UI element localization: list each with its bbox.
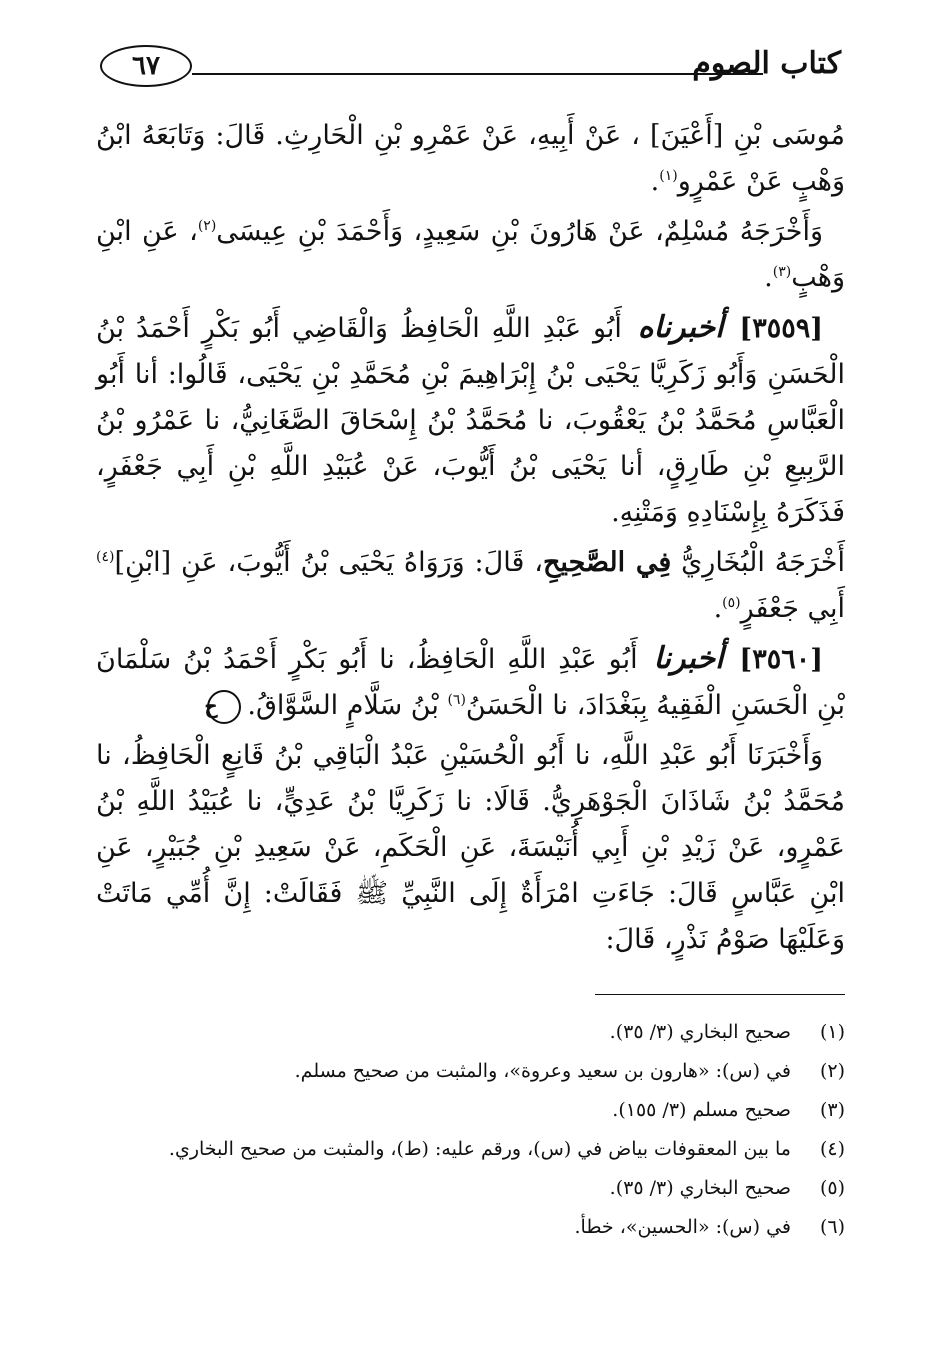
paragraph-2 — [96, 209, 845, 301]
hadith-lead: أخبرناه — [637, 310, 724, 345]
footnote-ref: (٢) — [197, 218, 217, 234]
page-header — [100, 40, 841, 100]
hadith-lead: أخبرنا — [653, 641, 724, 676]
p4-end: . — [713, 593, 723, 624]
hadith-3560 — [96, 636, 845, 729]
page-number: ٦٧ — [100, 45, 192, 87]
paragraph-1 — [96, 113, 845, 205]
footnote-ref: (٦) — [447, 692, 466, 708]
paragraph-6 — [96, 733, 845, 963]
footnote-text: في (س): «هارون بن سعيد وعروة»، والمثبت من صحيح مسلم. — [294, 1060, 791, 1082]
footnote-ref: (٤) — [96, 549, 115, 565]
footnote-text: صحيح البخاري (٣/ ٣٥). — [609, 1177, 791, 1199]
footnote — [96, 1094, 845, 1127]
footnote — [96, 1211, 845, 1244]
footnote-ref: (٥) — [722, 595, 741, 611]
p5-text-a: أَبُو عَبْدِ اللَّهِ الْحَافِظُ، نا أَبُو بَكْرٍ أَحْمَدُ بْنُ سَلْمَانَ بْنِ الْحَسَنِ الْفَقِيهُ بِبَغْدَادَ، نا الْحَسَنُ — [96, 644, 845, 721]
footnote — [96, 1172, 845, 1205]
p6-text: وَأَخْبَرَنَا أَبُو عَبْدِ اللَّهِ، نا أَبُو الْحُسَيْنِ عَبْدُ الْبَاقِي بْنُ قَانِعٍ الْحَافِظُ، نا مُحَمَّدُ بْنُ شَاذَانَ الْجَوْهَرِيُّ. قَالَا: نا زَكَرِيَّا بْنُ عَدِيٍّ، نا عُبَيْدُ اللَّهِ بْنُ عَمْرٍو، عَنْ زَيْدِ بْنِ أَبِي أُنَيْسَةَ، عَنِ الْحَكَمِ، عَنْ سَعِيدِ بْنِ جُبَيْرٍ، عَنِ ابْنِ عَبَّاسٍ قَالَ: جَاءَتِ امْرَأَةٌ إِلَى النَّبِيِّ ﷺ فَقَالَتْ: إِنَّ أُمِّي مَاتَتْ وَعَلَيْهَا صَوْمُ نَذْرٍ، قَالَ: — [96, 740, 845, 955]
p2-end: . — [764, 262, 773, 293]
p1-text: مُوسَى بْنِ [أَعْيَنَ] ، عَنْ أَبِيهِ، عَنْ عَمْرِو بْنِ الْحَارِثِ. قَالَ: وَتَابَعَهُ ابْنُ وَهْبٍ عَنْ عَمْرٍو — [96, 120, 845, 197]
hadith-3559 — [96, 305, 845, 536]
p4-text-b: ، قَالَ: وَرَوَاهُ يَحْيَى بْنُ أَيُّوبَ، عَنِ [ابْنِ] — [114, 547, 543, 578]
p2-text-a: وَأَخْرَجَهُ مُسْلِمٌ، عَنْ هَارُونَ بْنِ سَعِيدٍ، وَأَحْمَدَ بْنِ عِيسَى — [216, 216, 823, 247]
footnote-number: (٢) — [819, 1060, 845, 1082]
p5-text-b: بْنُ سَلَّامٍ السَّوَّاقُ. — [247, 690, 448, 721]
p3-text: أَبُو عَبْدِ اللَّهِ الْحَافِظُ وَالْقَاضِي أَبُو بَكْرٍ أَحْمَدُ بْنُ الْحَسَنِ وَأَبُو زَكَرِيَّا يَحْيَى بْنُ إِبْرَاهِيمَ بْنِ مُحَمَّدِ بْنِ يَحْيَى، قَالُوا: أنا أَبُو الْعَبَّاسِ مُحَمَّدُ بْنُ يَعْقُوبَ، نا مُحَمَّدُ بْنُ إِسْحَاقَ الصَّغَانِيُّ، نا عَمْرُو بْنُ الرَّبِيعِ بْنِ طَارِقٍ، أنا يَحْيَى بْنُ أَيُّوبَ، عَنْ عُبَيْدِ اللَّهِ بْنِ أَبِي جَعْفَرٍ، فَذَكَرَهُ بِإِسْنَادِهِ وَمَتْنِهِ. — [96, 313, 845, 528]
tahwil-mark: ح — [207, 690, 241, 724]
main-text — [96, 113, 845, 967]
p4-text-bold: فِي الصَّحِيحِ — [543, 547, 672, 578]
footnote — [96, 1055, 845, 1088]
header-rule — [192, 73, 763, 75]
footnote — [96, 1016, 845, 1049]
footnote-number: (٤) — [819, 1138, 845, 1160]
footnote-text: صحيح البخاري (٣/ ٣٥). — [609, 1021, 791, 1043]
p1-end: . — [650, 166, 660, 197]
footnote-text: في (س): «الحسين»، خطأ. — [574, 1216, 791, 1238]
footnote-text: صحيح مسلم (٣/ ١٥٥). — [612, 1099, 791, 1121]
p4-text-c: أَبِي جَعْفَرٍ — [740, 593, 845, 624]
footnote-ref: (٣) — [772, 264, 792, 280]
footnote-separator — [595, 994, 845, 995]
footnote-number: (٣) — [819, 1099, 845, 1121]
paragraph-4 — [96, 540, 845, 632]
hadith-number: [٣٥٥٩] — [739, 313, 823, 344]
footnote-number: (١) — [819, 1021, 845, 1043]
p4-text-a: أَخْرَجَهُ الْبُخَارِيُّ — [681, 547, 845, 578]
book-title: كتاب الصوم — [692, 46, 841, 81]
p2-text-b: ، عَنِ ابْنِ وَهْبٍ — [96, 216, 845, 293]
footnote — [96, 1133, 845, 1166]
footnote-ref: (١) — [659, 168, 678, 184]
footnote-number: (٦) — [819, 1216, 845, 1238]
footnote-number: (٥) — [819, 1177, 845, 1199]
footnotes — [96, 1016, 845, 1250]
hadith-number: [٣٥٦٠] — [739, 644, 823, 675]
footnote-text: ما بين المعقوفات بياض في (س)، ورقم عليه: (ط)، والمثبت من صحيح البخاري. — [168, 1138, 791, 1160]
